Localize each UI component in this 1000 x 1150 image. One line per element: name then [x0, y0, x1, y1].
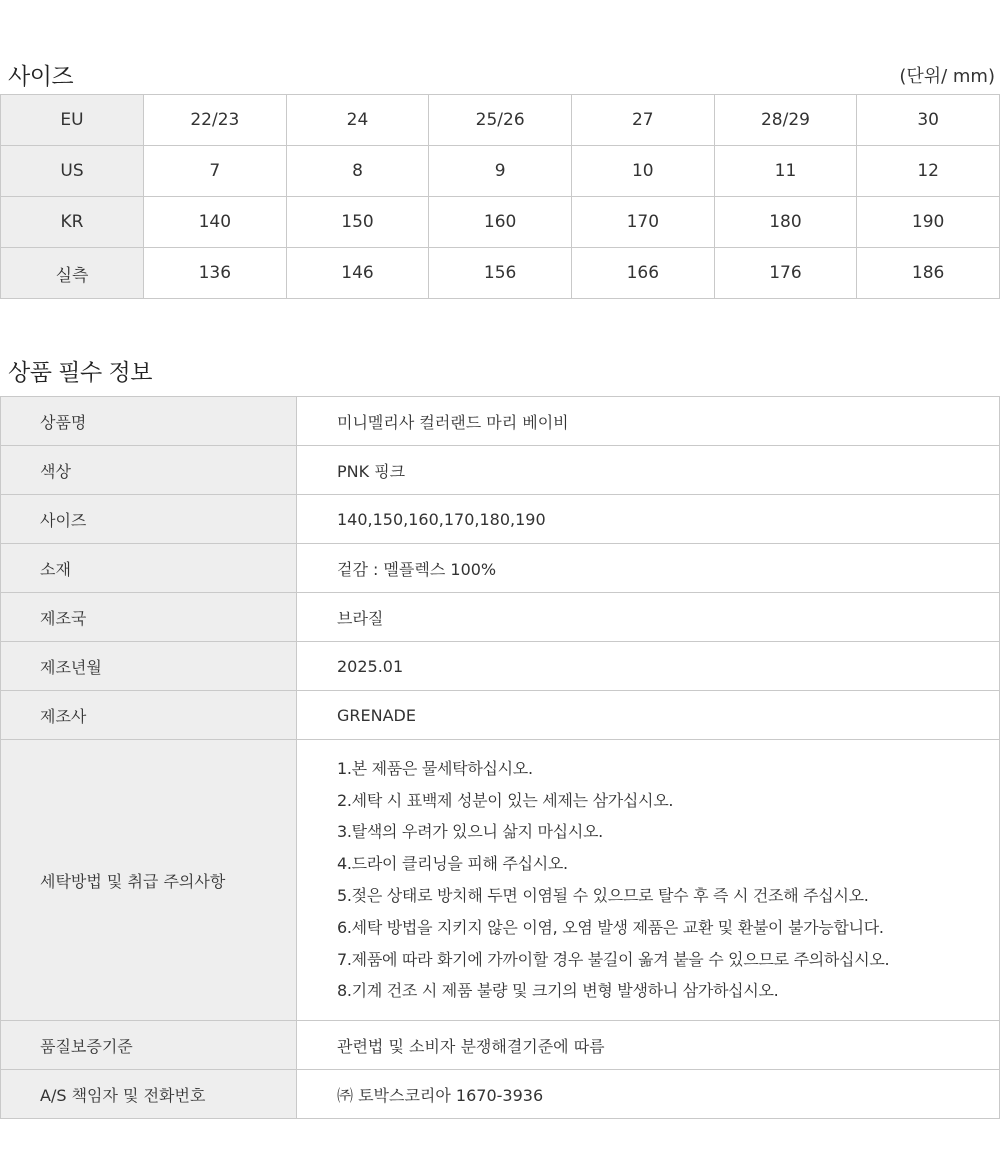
unit-note: (단위/ mm) [899, 66, 995, 87]
info-value: 140,150,160,170,180,190 [297, 495, 1000, 544]
info-label: 품질보증기준 [1, 1021, 297, 1070]
size-row-us [1, 146, 1000, 197]
info-row-size [1, 495, 1000, 544]
care-item: 6.세탁 방법을 지키지 않은 이염, 오염 발생 제품은 교환 및 환불이 불가능합니다. [337, 917, 884, 937]
info-value: 관련법 및 소비자 분쟁해결기준에 따름 [297, 1021, 1000, 1070]
info-label: 소재 [1, 544, 297, 593]
size-cell: 166 [571, 248, 714, 299]
info-row-material [1, 544, 1000, 593]
size-cell: 140 [144, 197, 287, 248]
info-label: A/S 책임자 및 전화번호 [1, 1070, 297, 1119]
size-cell: 7 [144, 146, 287, 197]
info-label: 사이즈 [1, 495, 297, 544]
info-row-color [1, 446, 1000, 495]
size-cell: 136 [144, 248, 287, 299]
size-cell: 24 [286, 95, 429, 146]
size-cell: 22/23 [144, 95, 287, 146]
info-row-country [1, 593, 1000, 642]
care-item: 7.제품에 따라 화기에 가까이할 경우 불길이 옮겨 붙을 수 있으므로 주의하십시오. [337, 949, 890, 969]
size-cell: 11 [714, 146, 857, 197]
product-info-table [0, 396, 1000, 1119]
size-cell: 27 [571, 95, 714, 146]
size-cell: 176 [714, 248, 857, 299]
size-row-label: EU [1, 95, 144, 146]
size-cell: 146 [286, 248, 429, 299]
info-value: PNK 핑크 [297, 446, 1000, 495]
size-cell: 25/26 [429, 95, 572, 146]
info-value: 브라질 [297, 593, 1000, 642]
care-list [337, 753, 999, 1007]
care-item: 5.젖은 상태로 방치해 두면 이염될 수 있으므로 탈수 후 즉 시 건조해 주십시오. [337, 886, 869, 905]
care-item: 1.본 제품은 물세탁하십시오. [337, 758, 533, 778]
info-value: 2025.01 [297, 642, 1000, 691]
care-instructions [297, 740, 1000, 1021]
info-label: 세탁방법 및 취급 주의사항 [1, 740, 297, 1021]
size-cell: 150 [286, 197, 429, 248]
size-cell: 10 [571, 146, 714, 197]
info-value: 겉감 : 멜플렉스 100% [297, 544, 1000, 593]
size-table [0, 94, 1000, 299]
size-cell: 9 [429, 146, 572, 197]
size-cell: 186 [857, 248, 1000, 299]
info-row-manufacturer [1, 691, 1000, 740]
care-item: 8.기계 건조 시 제품 불량 및 크기의 변형 발생하니 삼가하십시오. [337, 981, 779, 1001]
info-label: 상품명 [1, 397, 297, 446]
info-label: 색상 [1, 446, 297, 495]
info-value: ㈜ 토박스코리아 1670-3936 [297, 1070, 1000, 1119]
size-cell: 170 [571, 197, 714, 248]
size-cell: 12 [857, 146, 1000, 197]
info-section-title: 상품 필수 정보 [8, 360, 152, 386]
care-item: 3.탈색의 우려가 있으니 삶지 마십시오. [337, 822, 603, 842]
size-row-eu [1, 95, 1000, 146]
info-label: 제조국 [1, 593, 297, 642]
size-cell: 8 [286, 146, 429, 197]
info-row-product-name [1, 397, 1000, 446]
size-row-label: US [1, 146, 144, 197]
size-row-label: KR [1, 197, 144, 248]
info-row-care [1, 740, 1000, 1021]
info-row-manufacture-date [1, 642, 1000, 691]
size-cell: 30 [857, 95, 1000, 146]
size-cell: 180 [714, 197, 857, 248]
info-row-quality [1, 1021, 1000, 1070]
size-row-kr [1, 197, 1000, 248]
care-item: 2.세탁 시 표백제 성분이 있는 세제는 삼가십시오. [337, 790, 674, 810]
size-row-measured [1, 248, 1000, 299]
info-label: 제조사 [1, 691, 297, 740]
size-cell: 28/29 [714, 95, 857, 146]
info-label: 제조년월 [1, 642, 297, 691]
size-cell: 156 [429, 248, 572, 299]
info-row-as-contact [1, 1070, 1000, 1119]
size-row-label: 실측 [1, 248, 144, 299]
care-item: 4.드라이 클리닝을 피해 주십시오. [337, 854, 568, 874]
size-section-title: 사이즈 [8, 64, 74, 90]
size-cell: 190 [857, 197, 1000, 248]
info-value: GRENADE [297, 691, 1000, 740]
size-cell: 160 [429, 197, 572, 248]
info-value: 미니멜리사 컬러랜드 마리 베이비 [297, 397, 1000, 446]
